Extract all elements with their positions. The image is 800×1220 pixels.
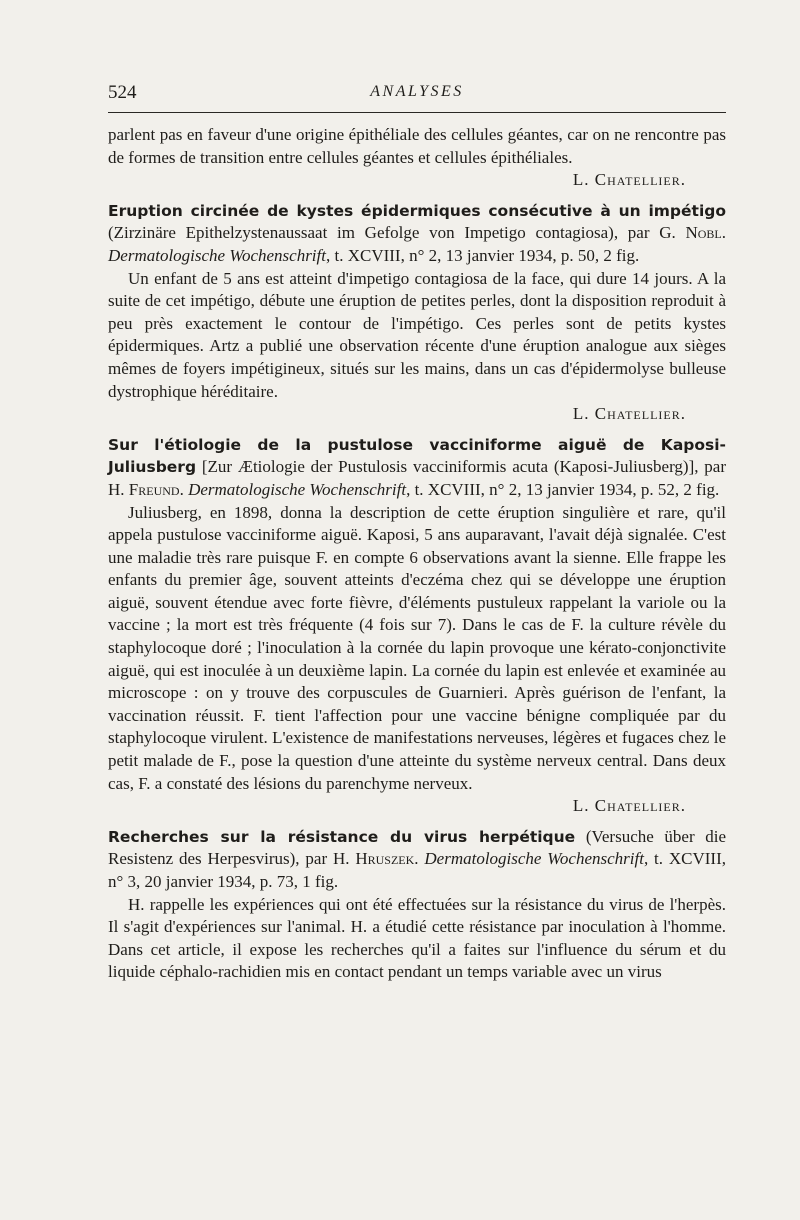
citation-part: (Versuche über die Resistenz des Herpesvirus), par H. <box>108 826 726 869</box>
citation-part: [Zur Ætiologie der Pustulosis vacciniformis acuta (Kaposi-Juliusberg)], par H. <box>108 457 726 499</box>
citation-part: . <box>721 223 726 243</box>
citation-journal: Dermatologische Wochenschrift <box>424 849 644 869</box>
citation-part: , t. XCVIII, n° 3, 20 janvier 1934, p. 73, 1 fig. <box>108 849 726 891</box>
citation-part: , t. XCVIII, n° 2, 13 janvier 1934, p. 50, 2 fig. <box>325 245 640 265</box>
citation-part: . <box>414 849 425 869</box>
page-number: 524 <box>108 82 137 103</box>
abstract-entry-1 <box>108 200 726 426</box>
citation-journal: Dermatologische Wochenschrift <box>108 245 326 265</box>
header-rule <box>108 112 726 113</box>
citation-author: Hruszek <box>355 849 415 869</box>
entry-body: Juliusberg, en 1898, donna la description de cette éruption singulière et rare, qu'il appela pustulose vacciniforme aiguë. Kaposi, 5 ans auparavant, l'avait déjà signalée. C'est une maladie très rare puisque F. en compte 6 observations avant la sienne. Elle frappe les enfants du premier âge, souvent atteints d'eczéma chez qui se développe une éruption aiguë, souvent étendue avec forte fièvre, d'éléments pustuleux rappelant la variole ou la vaccine ; la mort est très fréquente (4 fois sur 7). Dans le cas de F. la culture révèle du staphylocoque doré ; l'inoculation à la cornée du lapin provoque une kérato-conjonctivite aiguë, qui est inoculée à un deuxième lapin. La cornée du lapin est enlevée et examinée au microscope : on y trouve des corpuscules de Guarnieri. Après guérison de l'enfant, la vaccination réussit. F. tient l'affection pour une vaccine bénigne compliquée par du staphylocoque virulent. L'existence de manifestations nerveuses, légères et fugaces chez le petit malade de F., pose la question d'une atteinte du système nerveux central. Dans deux cas, F. a constaté des lésions du parenchyme nerveux. <box>108 502 726 793</box>
citation-author: Freund <box>128 479 180 499</box>
entry-signature: L. Chatellier. <box>572 404 686 424</box>
entry-body: Un enfant de 5 ans est atteint d'impetigo contagiosa de la face, qui dure 14 jours. A la suite de cet impétigo, débute une éruption de petites perles, dont la disposition reproduit à peu près exactement le contour de l'impétigo. Ces perles sont de petits kystes épidermiques. Artz a publié une observation récente d'une éruption analogue aux sièges mêmes de foyers impétigineux, situés sur les mains, dans un cas d'épidermolyse bulleuse dystrophique héréditaire. <box>108 268 726 401</box>
intro-signature: L. Chatellier. <box>572 170 686 190</box>
intro-paragraph: parlent pas en faveur d'une origine épithéliale des cellules géantes, car on ne rencontre pas de formes de transition entre cellules géantes et cellules épithéliales. <box>108 125 726 167</box>
citation-part: (Zirzinäre Epithelzystenaussaat im Gefolge von Impetigo contagiosa), par G. <box>108 223 686 243</box>
citation-part: . <box>179 479 189 499</box>
entry-signature: L. Chatellier. <box>572 796 686 816</box>
page-header <box>108 82 726 108</box>
entry-citation <box>108 200 726 268</box>
running-title: ANALYSES <box>370 83 464 100</box>
entry-title: Recherches sur la résistance du virus herpétique <box>108 827 576 846</box>
abstract-entry-3 <box>108 826 726 984</box>
entry-title: Sur l'étiologie de la pustulose vacciniforme aiguë de Kaposi-Juliusberg <box>108 435 726 477</box>
entry-citation <box>108 826 726 894</box>
entry-body: H. rappelle les expériences qui ont été effectuées sur la résistance du virus de l'herpès. Il s'agit d'expériences sur l'animal. H. a étudié cette résistance par inoculation à l'homme. Dans cet article, il expose les recherches qu'il a faites sur l'influence du sérum et du liquide céphalo-rachidien mis en contact pendant un temps variable avec un virus <box>108 894 726 982</box>
citation-journal: Dermatologische Wochenschrift <box>188 479 407 499</box>
citation-part: , t. XCVIII, n° 2, 13 janvier 1934, p. 52, 2 fig. <box>406 479 720 499</box>
page-body <box>108 124 726 984</box>
abstract-entry-2 <box>108 434 726 818</box>
entry-title: Eruption circinée de kystes épidermiques consécutive à un impétigo <box>108 201 726 220</box>
entry-citation <box>108 434 726 502</box>
citation-author: Nobl <box>685 223 722 243</box>
